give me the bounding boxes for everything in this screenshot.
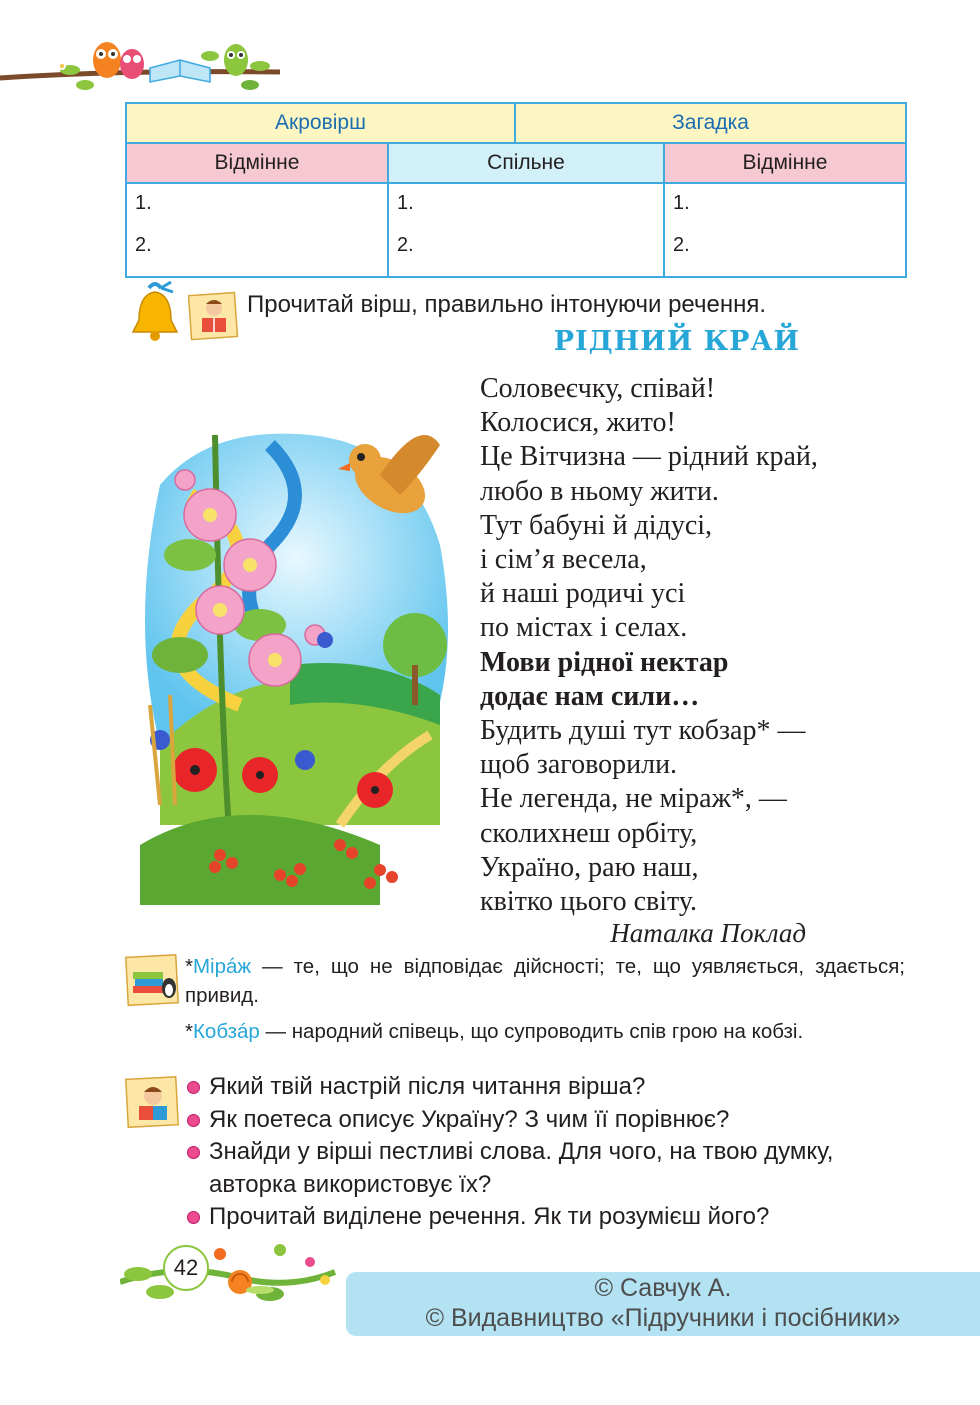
comparison-table [125, 102, 907, 278]
poem-line: Україно, раю наш, [480, 851, 699, 883]
row-number: 2. [397, 234, 414, 256]
poem-line: любо в ньому жити. [480, 475, 719, 507]
question-item: Знайди у вірші пестливі слова. Для чого, на твою думку, авторка використовує їх? [187, 1136, 917, 1201]
questions-list [187, 1071, 917, 1234]
glossary-definition: — те, що не відповідає дійсності; те, що уявляється, здається; привид. [185, 955, 905, 1007]
header-riddle: Загадка [515, 103, 906, 143]
poem-line: і сім’я весела, [480, 544, 647, 576]
glossary-term: Кобзáр [192, 1020, 260, 1043]
questions-child-icon [125, 1074, 181, 1130]
poem-line: щоб заговорили. [480, 749, 678, 781]
poem-line: Не легенда, не міраж*, — [480, 783, 787, 815]
copyright-publisher: © Видавництво «Підручники і посібники» [425, 1304, 901, 1332]
reading-child-icon [188, 290, 240, 342]
row-number: 1. [135, 192, 152, 214]
row-number: 1. [397, 192, 414, 214]
pink-bullet-icon [187, 1146, 200, 1159]
cell-mid[interactable] [388, 183, 664, 277]
pink-bullet-icon [187, 1081, 200, 1094]
poem-line: Тут бабуні й дідусі, [480, 509, 713, 541]
pink-bullet-icon [187, 1114, 200, 1127]
poem-line: Це Вітчизна — рідний край, [480, 441, 818, 473]
poem-line: Соловеєчку, співай! [480, 373, 716, 404]
col-common: Спільне [388, 143, 664, 183]
question-item: Як поетеса описує Україну? З чим її порівнює? [187, 1104, 917, 1137]
poem-line: сколихнеш орбіту, [480, 817, 698, 849]
glossary-term: Мiрáж [192, 955, 252, 978]
glossary-entry-kobzar [185, 1017, 925, 1046]
pink-bullet-icon [187, 1211, 200, 1224]
poem-line-highlighted: додає нам сили… [480, 680, 700, 712]
copyright-author: © Савчук А. [594, 1274, 732, 1302]
glossary-entry-mirage [185, 952, 905, 1010]
col-different-left: Відмінне [126, 143, 388, 183]
row-number: 2. [673, 234, 690, 256]
footer-flowers-snail-decoration [120, 1232, 340, 1312]
question-item: Прочитай виділене речення. Як ти розумієш його? [187, 1201, 917, 1234]
question-item: Який твій настрій після читання вірша? [187, 1071, 917, 1104]
poem-title: РІДНИЙ КРАЙ [553, 326, 800, 357]
poem-line: квітко цього світу. [480, 886, 698, 918]
glossary-star: * [185, 955, 193, 978]
illustration-flowers-bird [120, 405, 460, 905]
poem-line: й наші родичі усі [480, 578, 686, 610]
bell-icon [125, 280, 185, 346]
books-glossary-icon [125, 952, 181, 1008]
cell-right[interactable] [664, 183, 906, 277]
poem-author: Наталка Поклад [610, 918, 806, 948]
copyright-banner [346, 1272, 980, 1336]
row-number: 1. [673, 192, 690, 214]
cell-left[interactable] [126, 183, 388, 277]
glossary-star: * [185, 1020, 193, 1043]
poem-line: Колосися, жито! [480, 407, 676, 439]
glossary-definition: — народний співець, що супроводить спів грою на кобзі. [259, 1020, 804, 1043]
poem-line: по містах і селах. [480, 612, 688, 644]
branch-owls-decoration [0, 30, 290, 110]
poem-line-highlighted: Мови рідної нектар [480, 646, 729, 678]
task-instruction: Прочитай вірш, правильно інтонуючи речення. [247, 291, 766, 318]
col-different-right: Відмінне [664, 143, 906, 183]
row-number: 2. [135, 234, 152, 256]
header-acrostic: Акровірш [126, 103, 515, 143]
poem-line: Будить душі тут кобзар* — [480, 715, 806, 747]
poem-text [480, 372, 818, 919]
page-number: 42 [173, 1255, 199, 1280]
